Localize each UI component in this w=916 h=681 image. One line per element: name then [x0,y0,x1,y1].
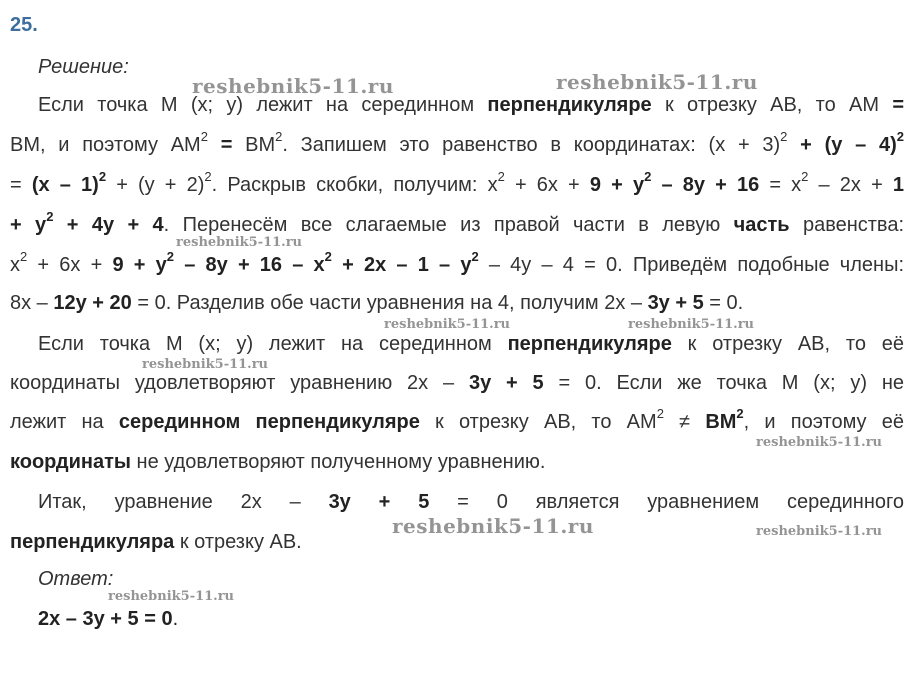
watermark: reshebnik5-11.ru [142,357,269,372]
paragraph-2-line-3: лежит на серединном перпендикуляре к отрезку АВ, то $АМ^2 \ne ВМ^2$, и поэтому её [10,406,904,433]
paragraph-1-line-1: Если точка М (х; у) лежит на серединном перпендикуляре к отрезку АВ, то АМ = [38,94,904,116]
watermark: reshebnik5-11.ru [108,589,235,604]
paragraph-1-line-5: $х^2 + 6х + 9 + у^2 - 8у + 16 - х^2 + 2х - 1 - у^2 - 4у - 4 = 0$. Приведём подобные члены: [10,249,905,276]
watermark: reshebnik5-11.ru [384,317,511,332]
watermark: reshebnik5-11.ru [756,524,883,539]
paragraph-3-line-2: перпендикуляра к отрезку АВ. [10,531,302,553]
watermark: reshebnik5-11.ru [176,235,303,250]
solution-label: Решение: [38,56,129,78]
answer-equation: 2х – 3у + 5 = 0. [38,608,179,630]
answer-label: Ответ: [38,568,114,590]
watermark: reshebnik5-11.ru [628,317,755,332]
task-number: 25. [10,14,38,36]
watermark: reshebnik5-11.ru [556,70,758,94]
watermark: reshebnik5-11.ru [392,514,594,538]
watermark: reshebnik5-11.ru [192,74,394,98]
paragraph-3-line-1: Итак, уравнение 2х – 3у + 5 = 0 является уравнением серединного [38,491,904,513]
paragraph-1-line-2: ВМ, и поэтому $АМ^2 = ВМ^2$. Запишем это равенство в координатах: $(х + 3)^2 + (у - 4)^2$ [10,129,904,156]
paragraph-1-line-6: 8х – 12у + 20 = 0. Разделив обе части уравнения на 4, получим 2х – 3у + 5 = 0. [10,292,744,314]
paragraph-2-line-1: Если точка М (х; у) лежит на серединном перпендикуляре к отрезку АВ, то её [38,333,905,355]
paragraph-2-line-2: координаты удовлетворяют уравнению 2х – 3у + 5 = 0. Если же точка М (х; у) не [10,372,904,394]
paragraph-2-line-4: координаты не удовлетворяют полученному уравнению. [10,451,546,473]
paragraph-1-line-3: = $(х - 1)^2 + (у + 2)^2$. Раскрыв скобки, получим: $х^2 + 6х + 9 + у^2 - 8у + 16 = х^2 - 2х + 1$ [10,169,905,196]
watermark: reshebnik5-11.ru [756,435,883,450]
paragraph-1-line-4: + $у^2 + 4у + 4$. Перенесём все слагаемые из правой части в левую часть равенства: [10,209,905,236]
